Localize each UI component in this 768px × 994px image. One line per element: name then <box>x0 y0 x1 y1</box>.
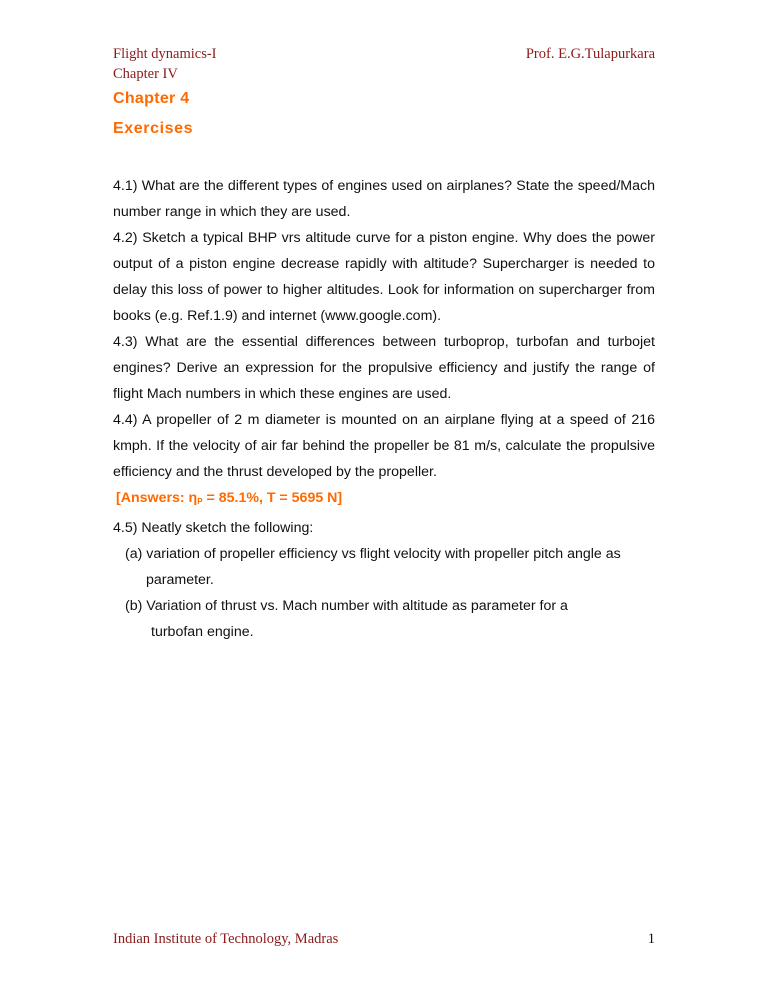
page-number: 1 <box>647 931 655 947</box>
exercise-4-5a-line1: (a) variation of propeller efficiency vs flight velocity with propeller pitch angle as <box>125 546 621 562</box>
exercise-4-5b-line2: turbofan engine. <box>151 624 254 640</box>
section-title: Exercises <box>113 120 194 137</box>
chapter-label: Chapter IV <box>113 66 178 82</box>
exercise-4-5b-line1: (b) Variation of thrust vs. Mach number with altitude as parameter for a <box>125 598 568 614</box>
exercise-4-5: 4.5) Neatly sketch the following: <box>113 520 314 536</box>
exercise-4-4: 4.4) A propeller of 2 m diameter is mounted on an airplane flying at a speed of 216 kmph. If the velocity of air far behind the propeller be 81 m/s, calculate the propulsive efficiency and the thrust developed by the propeller. <box>113 412 655 480</box>
footer-institute: Indian Institute of Technology, Madras <box>113 931 339 947</box>
chapter-title: Chapter 4 <box>113 90 190 107</box>
exercise-list <box>113 173 655 645</box>
course-name: Flight dynamics-I <box>113 46 217 62</box>
exercise-4-3: 4.3) What are the essential differences between turboprop, turbofan and turbojet engines? Derive an expression for the propulsive efficiency and justify the range of flight Mach numbers in which these engines are used. <box>113 334 655 402</box>
exercise-4-2: 4.2) Sketch a typical BHP vrs altitude curve for a piston engine. Why does the power output of a piston engine decrease rapidly with altitude? Supercharger is needed to delay this loss of power to higher altitudes. Look for information on supercharger from books (e.g. Ref.1.9) and internet (www.google.com). <box>113 230 655 324</box>
answer-prefix: [Answers: η <box>116 490 198 506</box>
exercise-4-5a-line2: parameter. <box>146 572 214 588</box>
exercise-4-4-answer <box>113 485 655 515</box>
author-name: Prof. E.G.Tulapurkara <box>525 46 655 62</box>
answer-values: = 85.1%, T = 5695 N] <box>202 490 343 506</box>
answer-subscript: P <box>197 497 203 506</box>
page-header-left <box>113 44 217 84</box>
exercise-4-1: 4.1) What are the different types of engines used on airplanes? State the speed/Mach number range in which they are used. <box>113 178 655 220</box>
